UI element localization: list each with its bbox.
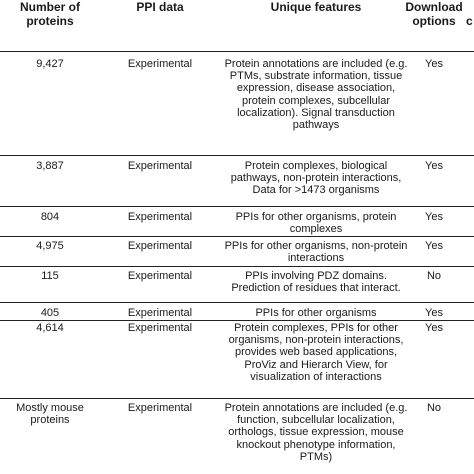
row-2-download: Yes [425,160,443,172]
row-divider [0,266,474,267]
row-5-features: PPIs involving PDZ domains. Prediction of residues that interact. [231,270,401,295]
row-4-features: PPIs for other organisms, non-protein interactions [224,240,408,265]
row-8-proteins: Mostly mouse proteins [16,402,84,427]
row-1-download: Yes [425,58,443,70]
row-divider [0,302,474,303]
row-1-proteins: 9,427 [36,58,64,70]
row-7-download: Yes [425,322,443,334]
row-3-ppi: Experimental [127,211,193,223]
row-divider [0,236,474,237]
row-6-ppi: Experimental [127,307,193,319]
header-download-options: Download options [405,0,463,28]
row-2-ppi: Experimental [127,160,193,172]
row-5-proteins: 115 [41,270,59,282]
header-truncated-fragment: c [466,14,473,28]
row-4-download: Yes [425,240,443,252]
row-4-ppi: Experimental [127,240,193,252]
row-divider [0,155,474,156]
header-ppi-data: PPI data [136,0,184,14]
row-3-download: Yes [425,211,443,223]
row-5-download: No [426,270,442,282]
row-7-features: Protein complexes, PPIs for other organisms, non-protein interactions, provides web based applications, ProViz and Hierarch View, for visualization of interactions [228,322,404,383]
row-7-ppi: Experimental [127,322,193,334]
row-1-ppi: Experimental [127,58,193,70]
row-divider [0,320,474,321]
row-divider [0,398,474,399]
row-8-download: No [426,402,442,414]
row-8-features: Protein annotations are included (e.g. function, subcellular localization, orthologs, tissue expression, mouse knockout phenotype information, PTMs) [224,402,408,463]
row-4-proteins: 4,975 [36,240,64,252]
row-6-features: PPIs for other organisms [255,307,377,319]
header-number-of-proteins: Number of proteins [20,0,80,28]
row-8-ppi: Experimental [127,402,193,414]
row-3-proteins: 804 [40,211,60,223]
header-unique-features: Unique features [270,0,362,14]
row-2-proteins: 3,887 [36,160,64,172]
row-1-features: Protein annotations are included (e.g. PTMs, substrate information, tissue expression, disease association, protein complexes, subcellular localization). Signal transduction pathways [224,58,408,132]
row-2-features: Protein complexes, biological pathways, non-protein interactions, Data for >1473 organisms [230,160,402,197]
row-divider [0,206,474,207]
row-5-ppi: Experimental [127,270,193,282]
row-6-proteins: 405 [40,307,60,319]
row-3-features: PPIs for other organisms, protein complexes [235,211,397,236]
header-divider [0,51,474,52]
row-6-download: Yes [425,307,443,319]
row-7-proteins: 4,614 [36,322,64,334]
